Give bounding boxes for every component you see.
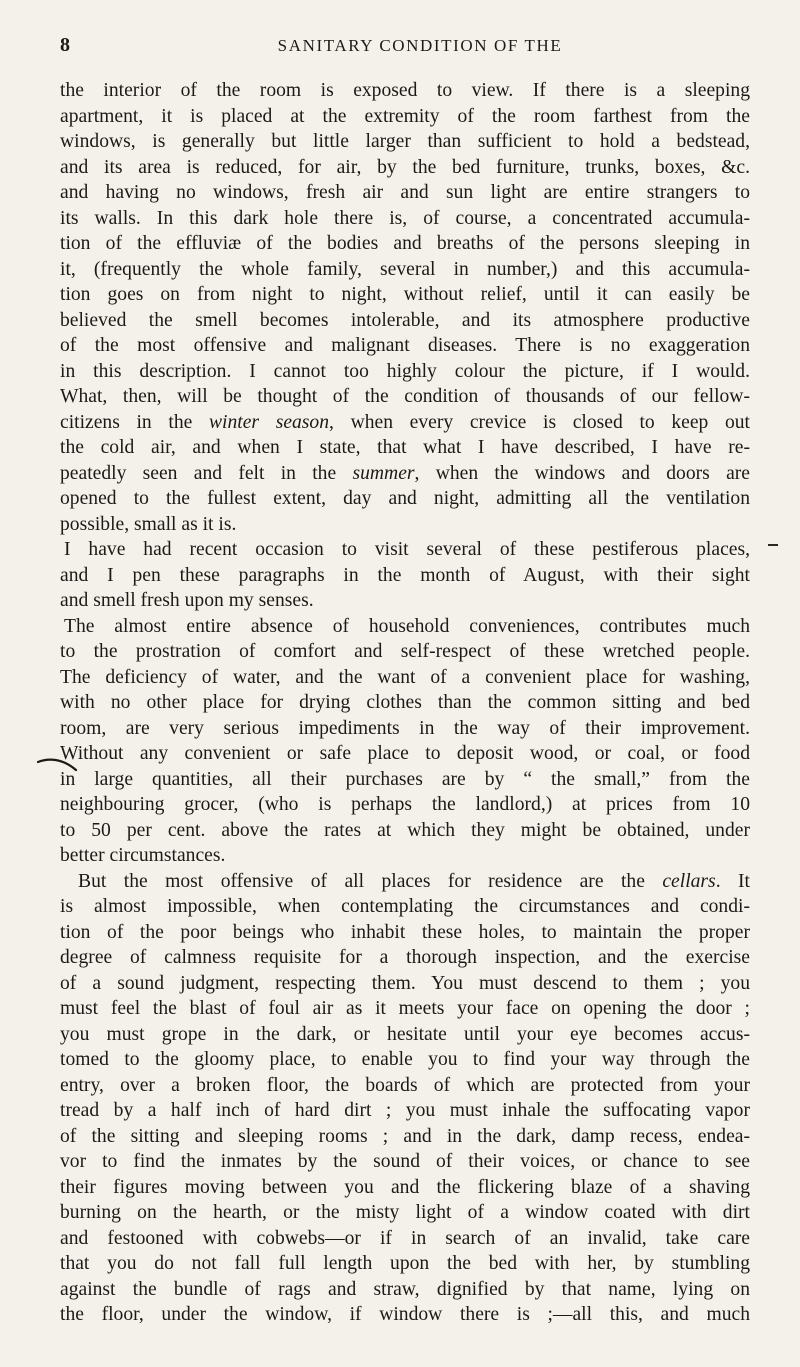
text-line: of the most offensive and malignant diseases. There is no exaggeration: [60, 335, 750, 356]
text-line: vor to find the inmates by the sound of their voices, or chance to see: [60, 1151, 750, 1172]
body-text: [60, 78, 750, 1328]
text-line: their figures moving between you and the flickering blaze of a shaving: [60, 1176, 750, 1198]
text-line: and smell fresh upon my senses.: [60, 590, 314, 611]
text-line: against the bundle of rags and straw, dignified by that name, lying on: [60, 1278, 750, 1300]
page-header: [60, 34, 750, 58]
text-line: and festooned with cobwebs—or if in search of an invalid, take care: [60, 1227, 750, 1249]
text-line: it, (frequently the whole family, several in number,) and this accumula-: [60, 258, 750, 280]
text-line: to the prostration of comfort and self-respect of these wretched people.: [60, 641, 750, 662]
text-line: [60, 410, 750, 436]
text-line: of the sitting and sleeping rooms ; and in the dark, damp recess, endea-: [60, 1125, 750, 1147]
text-line: believed the smell becomes intolerable, and its atmosphere productive: [60, 309, 750, 331]
text-line: and I pen these paragraphs in the month of August, with their sight: [60, 564, 750, 586]
text-line: possible, small as it is.: [60, 513, 237, 535]
margin-dash-mark: [768, 544, 778, 546]
text-line: I have had recent occasion to visit several of these pestiferous places,: [64, 539, 750, 560]
text-line: The almost entire absence of household conveniences, contributes much: [64, 615, 750, 637]
text-line: tread by a half inch of hard dirt ; you must inhale the suffocating vapor: [60, 1100, 750, 1121]
text-line: tion of the effluviæ of the bodies and breaths of the persons sleeping in: [60, 233, 750, 254]
text-line: and its area is reduced, for air, by the bed furniture, trunks, boxes, &c.: [60, 156, 750, 178]
text-line: the floor, under the window, if window there is ;—all this, and much: [60, 1304, 750, 1325]
text-line: its walls. In this dark hole there is, of course, a concentrated accumula-: [60, 207, 750, 229]
text-line: windows, is generally but little larger than sufficient to hold a bedstead,: [60, 131, 750, 152]
text-run: . It: [715, 870, 751, 892]
text-line: with no other place for drying clothes than the common sitting and bed: [60, 692, 750, 713]
text-line: [60, 869, 750, 895]
text-line: tomed to the gloomy place, to enable you to find your way through the: [60, 1049, 750, 1070]
text-line: of a sound judgment, respecting them. You must descend to them ; you: [60, 972, 750, 994]
text-line: to 50 per cent. above the rates at which they might be obtained, under: [60, 819, 750, 841]
ink-flourish-mark: [36, 756, 80, 776]
text-line: What, then, will be thought of the condition of thousands of our fellow-: [60, 386, 750, 407]
text-line: burning on the hearth, or the misty light of a window coated with dirt: [60, 1202, 750, 1223]
italic-text: winter season: [208, 411, 330, 433]
text-line: apartment, it is placed at the extremity of the room farthest from the: [60, 105, 750, 127]
text-line: in large quantities, all their purchases are by “ the small,” from the: [60, 768, 750, 790]
text-line: the cold air, and when I state, that what I have described, I have re-: [60, 437, 750, 458]
text-run: , when every crevice is closed to keep out: [329, 411, 751, 433]
running-head: SANITARY CONDITION OF THE: [277, 36, 563, 55]
italic-text: cellars: [662, 870, 716, 892]
text-line: in this description. I cannot too highly colour the picture, if I would.: [60, 360, 750, 382]
text-line: neighbouring grocer, (who is perhaps the landlord,) at prices from 10: [60, 794, 750, 815]
text-line: must feel the blast of foul air as it meets your face on opening the door ;: [60, 998, 750, 1019]
text-run: citizens in the: [60, 411, 209, 433]
text-run: But the most offensive of all places for residence are the: [78, 870, 663, 892]
text-line: room, are very serious impediments in the way of their improvement.: [60, 717, 750, 739]
text-line: and having no windows, fresh air and sun light are entire strangers to: [60, 182, 750, 203]
text-line: The deficiency of water, and the want of a convenient place for washing,: [60, 666, 750, 688]
text-line: [60, 461, 750, 487]
italic-text: summer: [352, 462, 415, 484]
text-line: you must grope in the dark, or hesitate until your eye becomes accus-: [60, 1023, 750, 1045]
text-line: degree of calmness requisite for a thorough inspection, and the exercise: [60, 947, 750, 968]
text-line: opened to the fullest extent, day and night, admitting all the ventilation: [60, 488, 750, 509]
text-run: peatedly seen and felt in the: [60, 462, 353, 484]
text-line: tion goes on from night to night, without relief, until it can easily be: [60, 284, 750, 305]
text-line: that you do not fall full length upon the bed with her, by stumbling: [60, 1253, 750, 1274]
text-line: the interior of the room is exposed to view. If there is a sleeping: [60, 80, 750, 101]
text-line: better circumstances.: [60, 845, 226, 866]
text-line: tion of the poor beings who inhabit these holes, to maintain the proper: [60, 921, 750, 943]
page-number: 8: [60, 34, 70, 56]
text-run: , when the windows and doors are: [414, 462, 750, 484]
text-line: is almost impossible, when contemplating the circumstances and condi-: [60, 896, 750, 917]
text-line: entry, over a broken floor, the boards of which are protected from your: [60, 1074, 750, 1096]
text-line: Without any convenient or safe place to deposit wood, or coal, or food: [60, 743, 750, 764]
